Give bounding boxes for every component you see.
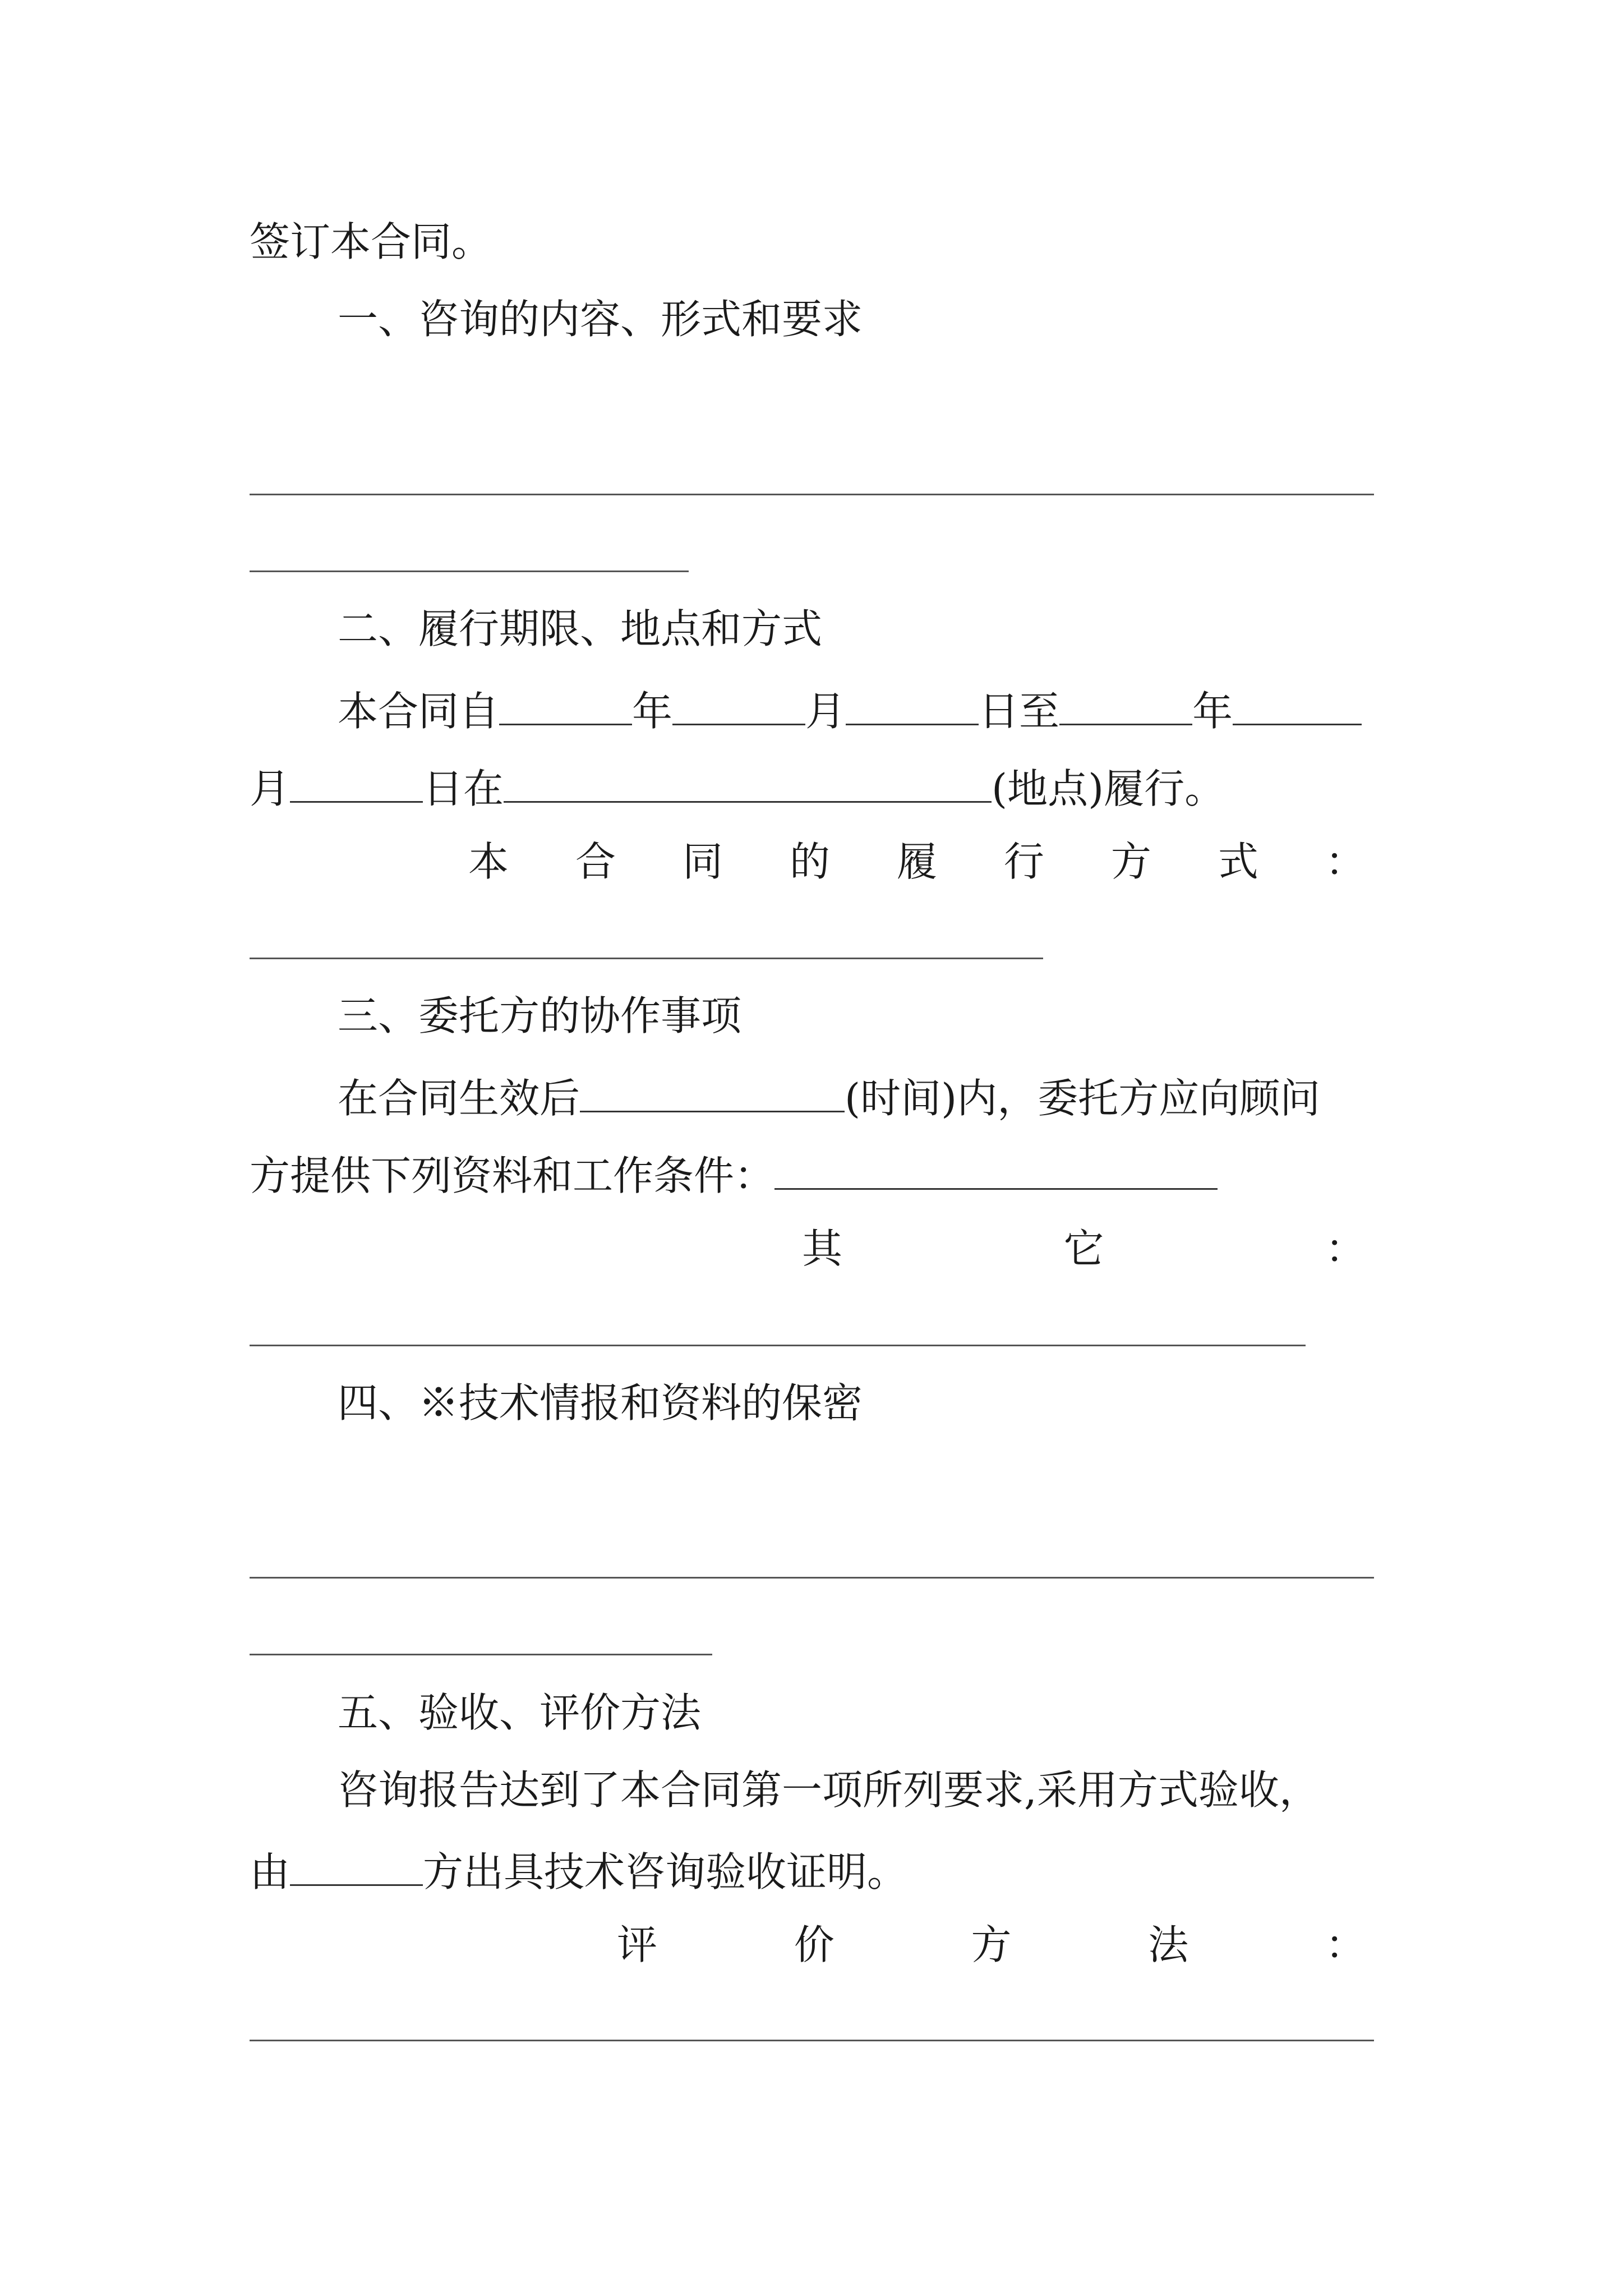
year-label: 年 [632, 688, 673, 735]
period-line-1 [338, 687, 1362, 735]
fill-line-s3-other[interactable] [250, 1345, 1306, 1346]
party-blank[interactable] [290, 1847, 423, 1886]
year-label-2: 年 [1192, 688, 1233, 735]
acceptance-text-a: 由 [250, 1848, 291, 1895]
section-5-heading: 五、验收、评价方法 [338, 1689, 702, 1736]
start-month-blank[interactable] [672, 687, 805, 725]
place-tail: (地点)履行。 [992, 765, 1225, 812]
time-blank[interactable] [580, 1074, 845, 1112]
end-year-blank[interactable] [1059, 687, 1192, 725]
intro-tail: 签订本合同。 [250, 218, 492, 265]
day-to-label: 日至 [979, 688, 1060, 735]
period-line-2 [250, 764, 1225, 812]
fill-line-s1-1[interactable] [250, 494, 1374, 495]
manner-char-8: ： [1325, 838, 1366, 885]
end-month-blank[interactable] [1233, 687, 1362, 725]
manner-char-7: 式 [1218, 838, 1258, 885]
section-2-heading: 二、履行期限、地点和方式 [338, 605, 823, 652]
manner-char-6: 方 [1110, 838, 1151, 885]
period-from-label: 本合同自 [338, 688, 500, 735]
method-char-1: 价 [794, 1921, 834, 1968]
place-blank[interactable] [504, 764, 992, 803]
section-3-heading: 三、委托方的协作事项 [338, 992, 742, 1039]
method-label [617, 1921, 1366, 1968]
fill-line-s4-1[interactable] [250, 1577, 1374, 1579]
manner-char-2: 同 [682, 838, 723, 885]
cooperation-text-a: 在合同生效后 [338, 1075, 580, 1122]
other-char-1: 它 [1063, 1225, 1104, 1272]
acceptance-line-2 [250, 1847, 908, 1895]
cooperation-text-c: 方提供下列资料和工作条件： [250, 1152, 775, 1199]
manner-char-0: 本 [468, 838, 509, 885]
section-4-heading: 四、※技术情报和资料的保密 [338, 1379, 863, 1427]
cooperation-line-1 [338, 1074, 1321, 1122]
method-char-3: 法 [1148, 1921, 1189, 1968]
acceptance-line-1: 咨询报告达到了本合同第一项所列要求,采用方式验收， [338, 1766, 1320, 1814]
other-char-2: ： [1325, 1225, 1366, 1272]
other-label [802, 1225, 1366, 1272]
method-char-0: 评 [617, 1921, 658, 1968]
method-char-2: 方 [971, 1921, 1012, 1968]
fill-line-s2-manner[interactable] [250, 958, 1043, 959]
month-label: 月 [805, 688, 846, 735]
fill-line-s1-2[interactable] [250, 570, 689, 572]
cooperation-line-2 [250, 1151, 1218, 1199]
start-day-blank[interactable] [846, 687, 979, 725]
manner-char-5: 行 [1003, 838, 1044, 885]
method-char-4: ： [1325, 1921, 1366, 1968]
manner-char-1: 合 [575, 838, 616, 885]
day-at-label: 日在 [423, 765, 504, 812]
manner-char-4: 履 [896, 838, 937, 885]
section-1-heading: 一、咨询的内容、形式和要求 [338, 296, 863, 343]
manner-char-3: 的 [789, 838, 830, 885]
fill-line-s4-2[interactable] [250, 1654, 712, 1655]
other-char-0: 其 [802, 1225, 843, 1272]
manner-label [468, 838, 1366, 885]
end-day-blank[interactable] [290, 764, 423, 803]
month-label-2: 月 [250, 765, 291, 812]
fill-line-s5-method[interactable] [250, 2040, 1374, 2041]
start-year-blank[interactable] [499, 687, 632, 725]
materials-blank[interactable] [774, 1151, 1218, 1190]
cooperation-text-b: (时间)内，委托方应向顾问 [845, 1075, 1321, 1122]
acceptance-text-b: 方出具技术咨询验收证明。 [423, 1848, 908, 1895]
